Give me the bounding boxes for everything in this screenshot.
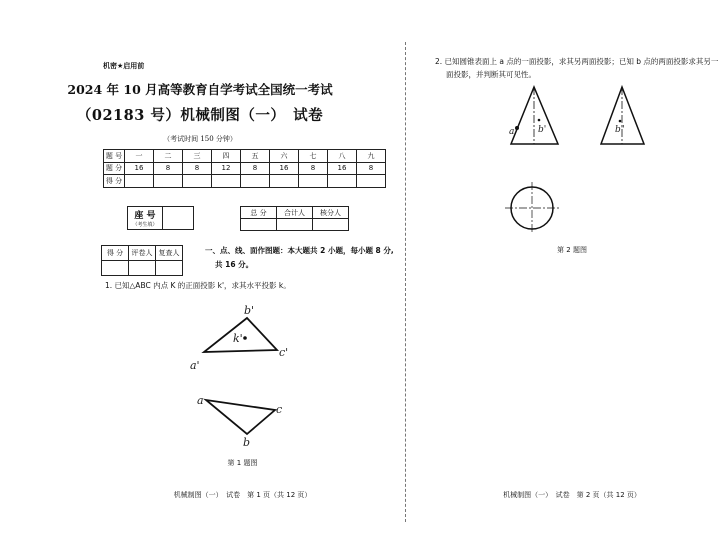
label-b: b (243, 436, 251, 449)
triangle-top-view (206, 400, 275, 434)
question-number: 一 (125, 150, 154, 163)
page-2-footer: 机械制图（一） 试卷 第 2 页（共 12 页） (503, 491, 641, 499)
reviewer-header: 复查人 (156, 246, 183, 261)
label-c: c (276, 403, 283, 416)
seat-sub-label: （考生填） (132, 222, 158, 228)
label-fig2-b-prime: b' (538, 125, 547, 135)
point-b-dblprime (619, 120, 622, 123)
checker-header: 核分人 (313, 207, 349, 219)
page-1-footer: 机械制图（一） 试卷 第 1 页（共 12 页） (173, 491, 312, 499)
question-number: 六 (270, 150, 299, 163)
row-label: 题 分 (104, 162, 125, 175)
exam-time-note: （考试时间 150 分钟） (163, 135, 237, 143)
row-label: 得 分 (104, 175, 125, 188)
point-k-prime (243, 336, 247, 340)
question-score: 8 (299, 162, 328, 175)
question-number: 七 (299, 150, 328, 163)
question-score: 8 (241, 162, 270, 175)
question-score: 8 (357, 162, 386, 175)
question-score: 8 (154, 162, 183, 175)
question-number: 九 (357, 150, 386, 163)
cone-side-view (601, 87, 644, 144)
question-score: 8 (183, 162, 212, 175)
grader-header: 评卷人 (129, 246, 156, 261)
exam-subtitle: （02183 号）机械制图（一） 试卷 (76, 107, 324, 124)
cone-front-view (511, 87, 558, 144)
question-number: 三 (183, 150, 212, 163)
figure-1-caption: 第 1 题图 (227, 459, 258, 467)
grade-score-header: 得 分 (102, 246, 129, 261)
secret-label: 机密★启用前 (103, 62, 145, 70)
question-number: 八 (328, 150, 357, 163)
point-b-prime (538, 119, 541, 122)
row-label: 题 号 (104, 150, 125, 163)
question-2-line1: 2. 已知圆锥表面上 a 点的一面投影，求其另两面投影；已知 b 点的两面投影求其另一 (435, 57, 719, 66)
exam-title: 2024 年 10 月高等教育自学考试全国统一考试 (67, 82, 333, 97)
label-b-prime: b' (244, 304, 255, 317)
section1-line1: 一、点、线、面作图题：本大题共 2 小题，每小题 8 分, (205, 246, 394, 255)
label-fig2-a-prime: a' (509, 127, 517, 137)
label-a: a (197, 394, 204, 407)
question-2-line2: 面投影，并判断其可见性。 (446, 70, 536, 79)
question-1-text: 1. 已知△ABC 内点 K 的正面投影 k'，求其水平投影 k。 (105, 281, 291, 290)
question-number: 五 (241, 150, 270, 163)
label-a-prime: a' (190, 359, 200, 372)
label-k-prime: k' (233, 332, 243, 345)
label-c-prime: c' (279, 346, 289, 359)
total-score-header: 总 分 (241, 207, 277, 219)
section1-line2: 共 16 分。 (215, 260, 254, 269)
question-score: 12 (212, 162, 241, 175)
label-fig2-b-dblprime: b" (615, 125, 625, 135)
question-score: 16 (125, 162, 154, 175)
seat-label: 座 号 (134, 211, 156, 221)
question-score: 16 (270, 162, 299, 175)
question-number: 四 (212, 150, 241, 163)
question-number: 二 (154, 150, 183, 163)
figure-2-caption: 第 2 题图 (557, 246, 587, 254)
question-score: 16 (328, 162, 357, 175)
summer-header: 合计人 (277, 207, 313, 219)
